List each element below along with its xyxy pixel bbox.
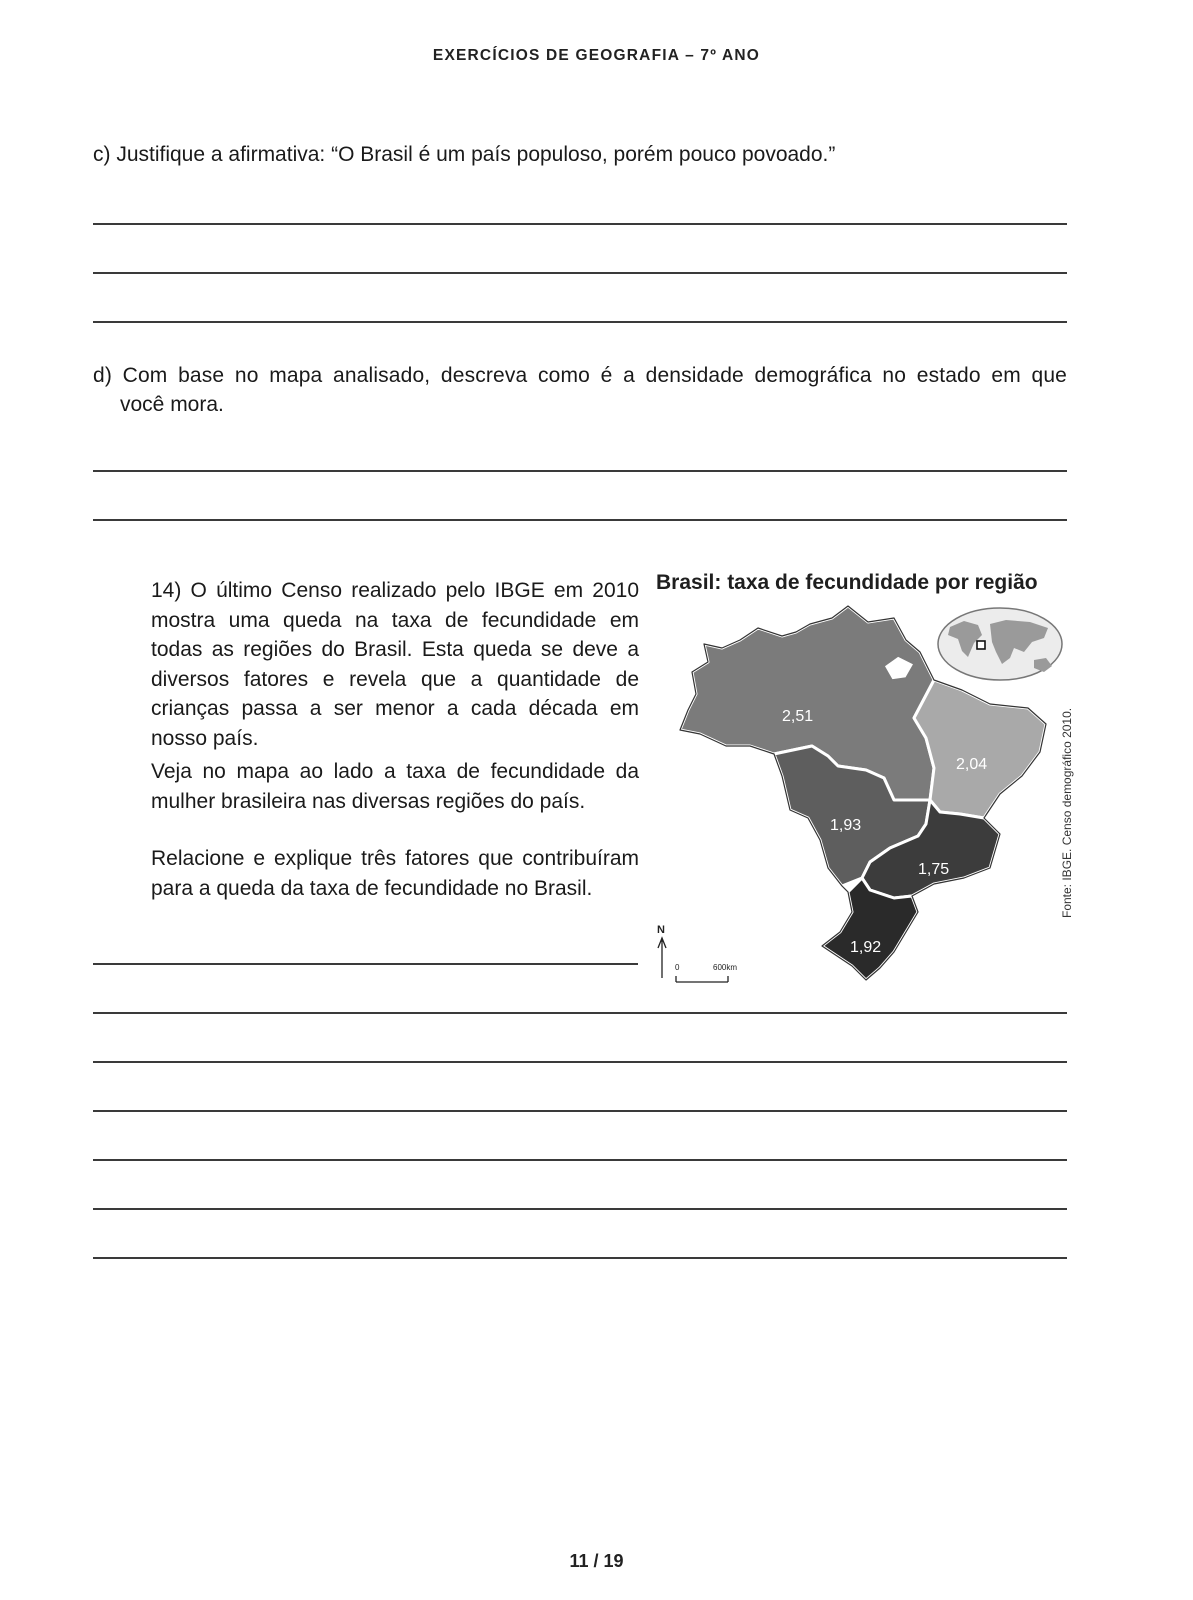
scale-end-label: 600km bbox=[713, 963, 738, 972]
locator-marker bbox=[977, 641, 985, 649]
answer-line[interactable] bbox=[93, 1110, 1067, 1112]
question-d bbox=[93, 361, 1067, 419]
map-source: Fonte: IBGE. Censo demográfico 2010. bbox=[1060, 707, 1074, 918]
answer-line[interactable] bbox=[93, 1208, 1067, 1210]
answer-line[interactable] bbox=[93, 1257, 1067, 1259]
answer-line[interactable] bbox=[93, 470, 1067, 472]
answer-line[interactable] bbox=[93, 272, 1067, 274]
label-southeast: 1,75 bbox=[918, 861, 950, 878]
page-header: EXERCÍCIOS DE GEOGRAFIA – 7º ANO bbox=[432, 47, 761, 64]
answer-line[interactable] bbox=[93, 223, 1067, 225]
question-d-line2: você mora. bbox=[120, 393, 224, 416]
label-center-west: 1,93 bbox=[830, 817, 862, 834]
answer-line[interactable] bbox=[93, 1159, 1067, 1161]
answer-line[interactable] bbox=[93, 519, 1067, 521]
page-number: 11 / 19 bbox=[569, 1551, 624, 1571]
map-title: Brasil: taxa de fecundidade por região bbox=[656, 571, 1038, 594]
north-arrow-shape bbox=[658, 938, 666, 978]
world-locator-globe bbox=[938, 608, 1062, 680]
label-northeast: 2,04 bbox=[956, 756, 988, 773]
label-north: 2,51 bbox=[782, 708, 814, 725]
map-scale-and-north bbox=[650, 920, 750, 990]
label-south: 1,92 bbox=[850, 939, 882, 956]
question-d-line1: d) Com base no mapa analisado, descreva como é a densidade demográfica no estado em que bbox=[93, 364, 1067, 387]
answer-line[interactable] bbox=[93, 1012, 1067, 1014]
region-northeast bbox=[914, 680, 1046, 818]
question-14-intro: 14) O último Censo realizado pelo IBGE em 2010 mostra uma queda na taxa de fecundidade em todas as regiões do Brasil. Esta queda se deve a diversos fatores e revela que a quantidade de crianças passa a ser menor a cada década em nosso país. bbox=[151, 579, 639, 750]
north-label: N bbox=[657, 924, 665, 936]
answer-line[interactable] bbox=[93, 1061, 1067, 1063]
answer-line[interactable] bbox=[93, 321, 1067, 323]
scale-bar-line bbox=[676, 976, 728, 982]
question-14-instruction: Veja no mapa ao lado a taxa de fecundidade da mulher brasileira nas diversas regiões do país. bbox=[151, 760, 639, 813]
question-14 bbox=[151, 576, 639, 903]
answer-line[interactable] bbox=[93, 963, 638, 965]
question-14-prompt: Relacione e explique três fatores que contribuíram para a queda da taxa de fecundidade no Brasil. bbox=[151, 847, 639, 900]
scale-start-label: 0 bbox=[675, 963, 680, 972]
question-c: c) Justifique a afirmativa: “O Brasil é um país populoso, porém pouco povoado.” bbox=[93, 143, 836, 166]
